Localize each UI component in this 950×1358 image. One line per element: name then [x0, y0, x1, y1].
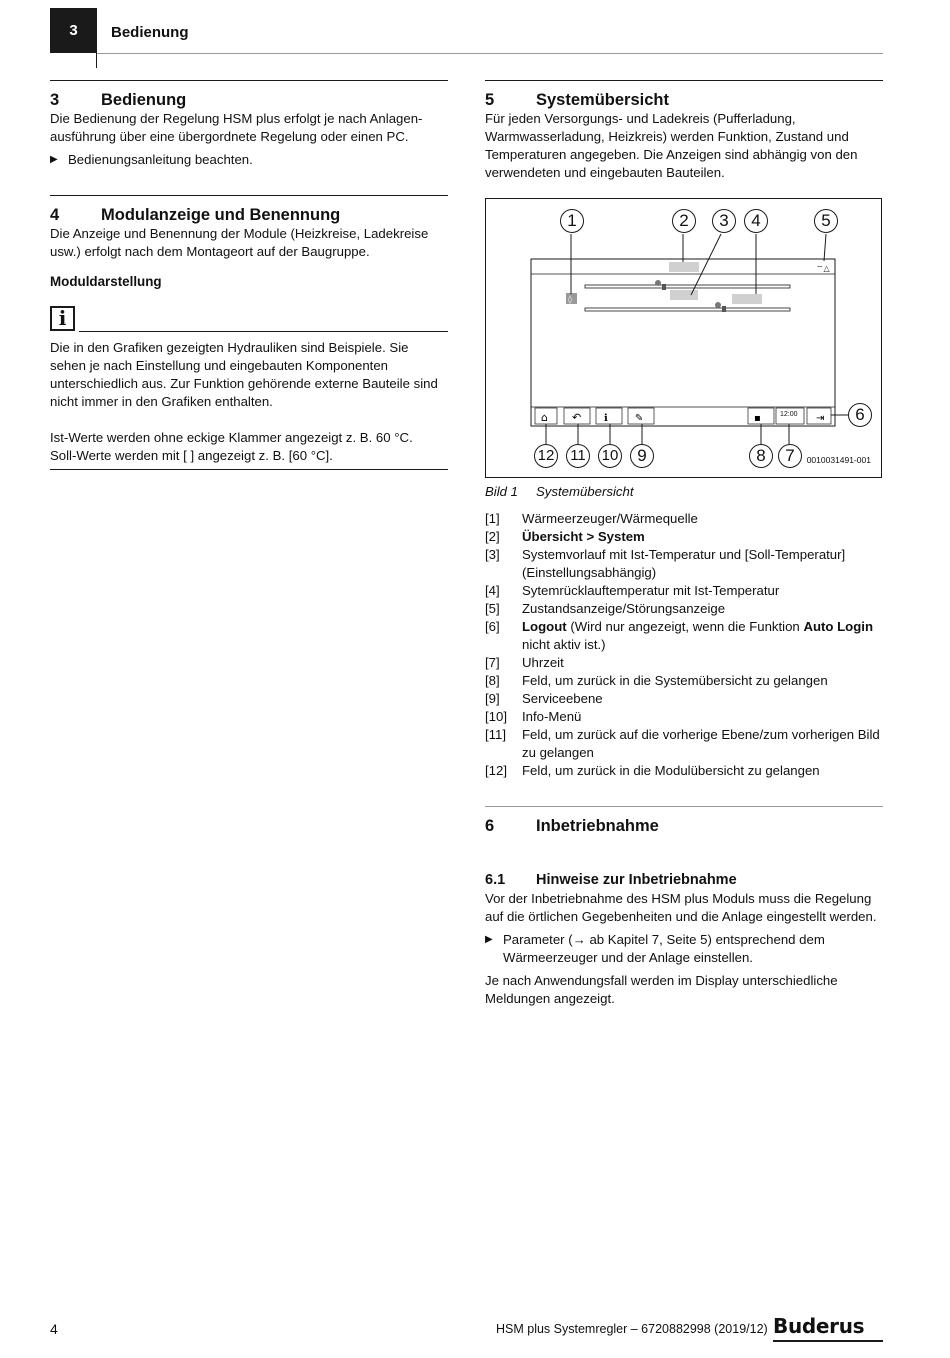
- buderus-logo: Buderus: [773, 1314, 865, 1338]
- legend-item: [7] Uhrzeit: [485, 655, 564, 670]
- svg-text:ℹ: ℹ: [604, 413, 608, 424]
- legend-item: [6] Logout (Wird nur angezeigt, wenn die Funktion Auto Login nicht aktiv ist.): [485, 619, 874, 652]
- callout-9: 9: [630, 444, 654, 468]
- callout-4: 4: [744, 209, 768, 233]
- logo-underline: [773, 1340, 883, 1342]
- section-3-body: Die Bedienung der Regelung HSM plus erfolgt je nach Anlagen-ausführung über eine übergordnete Regelung oder einen PC.: [50, 111, 423, 144]
- figure-code: 0010031491-001: [806, 455, 871, 465]
- legend-item: [1] Wärmeerzeuger/Wärmequelle: [485, 511, 698, 526]
- svg-text:✎: ✎: [635, 413, 644, 424]
- legend-item: [12] Feld, um zurück in die Modulübersicht zu gelangen: [485, 763, 820, 778]
- callout-1: 1: [560, 209, 584, 233]
- setpoint-values-note: Soll-Werte werden mit [ ] angezeigt z. B. [60 °C].: [50, 448, 333, 463]
- section-6-1-body: Vor der Inbetriebnahme des HSM plus Moduls muss die Regelung auf die örtlichen Gegebenheiten und die Anlage eingestellt werden.: [485, 891, 877, 924]
- info-text: Die in den Grafiken gezeigten Hydrauliken sind Beispiele. Sie sehen je nach Einstellung und eingebauten Komponenten unterschiedlich aus. Zur Funktion gehörende externe Bauteile sind nicht immer in den Grafiken enthalten.: [50, 340, 438, 409]
- callout-10: 10: [598, 444, 622, 468]
- legend-item: [11] Feld, um zurück auf die vorherige Ebene/zum vorherigen Bild zu gelangen: [485, 727, 880, 760]
- section-4-heading: 4 Modulanzeige und Benennung: [50, 206, 341, 224]
- section-6-1-bullet: ▶ Parameter (→ ab Kapitel 7, Seite 5) entsprechend dem Wärmeerzeuger und der Anlage einstellen.: [485, 932, 825, 965]
- callout-8: 8: [749, 444, 773, 468]
- section-rule: [485, 80, 883, 81]
- legend-item: [5] Zustandsanzeige/Störungsanzeige: [485, 601, 726, 616]
- page-number: 4: [50, 1321, 58, 1337]
- chapter-number-tab: 3: [50, 8, 97, 53]
- callout-5: 5: [814, 209, 838, 233]
- section-3-bullet: ▶ Bedienungsanleitung beachten.: [50, 152, 253, 167]
- header-rule: [97, 53, 883, 54]
- section-6-1-heading: 6.1 Hinweise zur Inbetriebnahme: [485, 872, 737, 888]
- section-3-heading: 3 Bedienung: [50, 91, 187, 109]
- section-end-rule: [50, 469, 448, 470]
- legend-item: [8] Feld, um zurück in die Systemübersicht zu gelangen: [485, 673, 828, 688]
- header-divider-tick: [96, 53, 97, 68]
- legend-item: [10] Info-Menü: [485, 709, 582, 724]
- svg-text:◊: ◊: [568, 295, 572, 304]
- callout-7: 7: [778, 444, 802, 468]
- section-5-body: Für jeden Versorgungs- und Ladekreis (Pufferladung, Warmwasserladung, Heizkreis) werden Funktion, Zustand und Temperaturen angegeben. Die Anzeigen sind abhängig von den verwendeten und eingebauten Bauteilen.: [485, 111, 858, 180]
- info-rule: [79, 331, 448, 332]
- section-rule: [485, 806, 883, 807]
- section-4-body: Die Anzeige und Benennung der Module (Heizkreise, Ladekreise usw.) erfolgt nach dem Montageort auf der Baugruppe.: [50, 226, 429, 259]
- figure-legend: [485, 510, 883, 780]
- left-column: [50, 80, 448, 470]
- svg-text:↶: ↶: [572, 411, 582, 424]
- running-header-title: Bedienung: [111, 24, 189, 41]
- section-rule: [50, 195, 448, 196]
- svg-text:⇥: ⇥: [816, 413, 825, 424]
- actual-values-note: Ist-Werte werden ohne eckige Klammer angezeigt z. B. 60 °C.: [50, 430, 413, 445]
- svg-text:⌂: ⌂: [541, 411, 548, 424]
- document-reference: HSM plus Systemregler – 6720882998 (2019/12): [496, 1322, 768, 1336]
- right-column: [485, 80, 883, 1008]
- display-clock: 12:00: [780, 411, 798, 418]
- callout-12: 12: [534, 444, 558, 468]
- section-6-1-note: Je nach Anwendungsfall werden im Display unterschiedliche Meldungen angezeigt.: [485, 973, 838, 1006]
- legend-item: [4] Sytemrücklauftemperatur mit Ist-Temperatur: [485, 583, 780, 598]
- section-6-heading: 6 Inbetriebnahme: [485, 817, 659, 835]
- callout-11: 11: [566, 444, 590, 468]
- section-rule: [50, 80, 448, 81]
- callout-6: 6: [848, 403, 872, 427]
- legend-item: [3] Systemvorlauf mit Ist-Temperatur und [Soll-Temperatur] (Einstellungsabhängig): [485, 547, 846, 580]
- figure-caption: Bild 1 Systemübersicht: [485, 484, 634, 499]
- legend-item: [2] Übersicht > System: [485, 529, 645, 544]
- display-illustration: [486, 199, 883, 479]
- callout-2: 2: [672, 209, 696, 233]
- legend-item: [9] Serviceebene: [485, 691, 603, 706]
- svg-text:⌔△: ⌔△: [816, 264, 830, 273]
- section-5-heading: 5 Systemübersicht: [485, 91, 669, 109]
- moduldarstellung-heading: Moduldarstellung: [50, 274, 162, 289]
- info-icon: i: [50, 306, 75, 331]
- bullet-triangle-icon: ▶: [485, 934, 493, 945]
- info-note: [50, 303, 448, 333]
- svg-text:▪: ▪: [754, 413, 761, 424]
- callout-3: 3: [712, 209, 736, 233]
- system-overview-figure: [485, 198, 882, 478]
- bullet-triangle-icon: ▶: [50, 154, 58, 165]
